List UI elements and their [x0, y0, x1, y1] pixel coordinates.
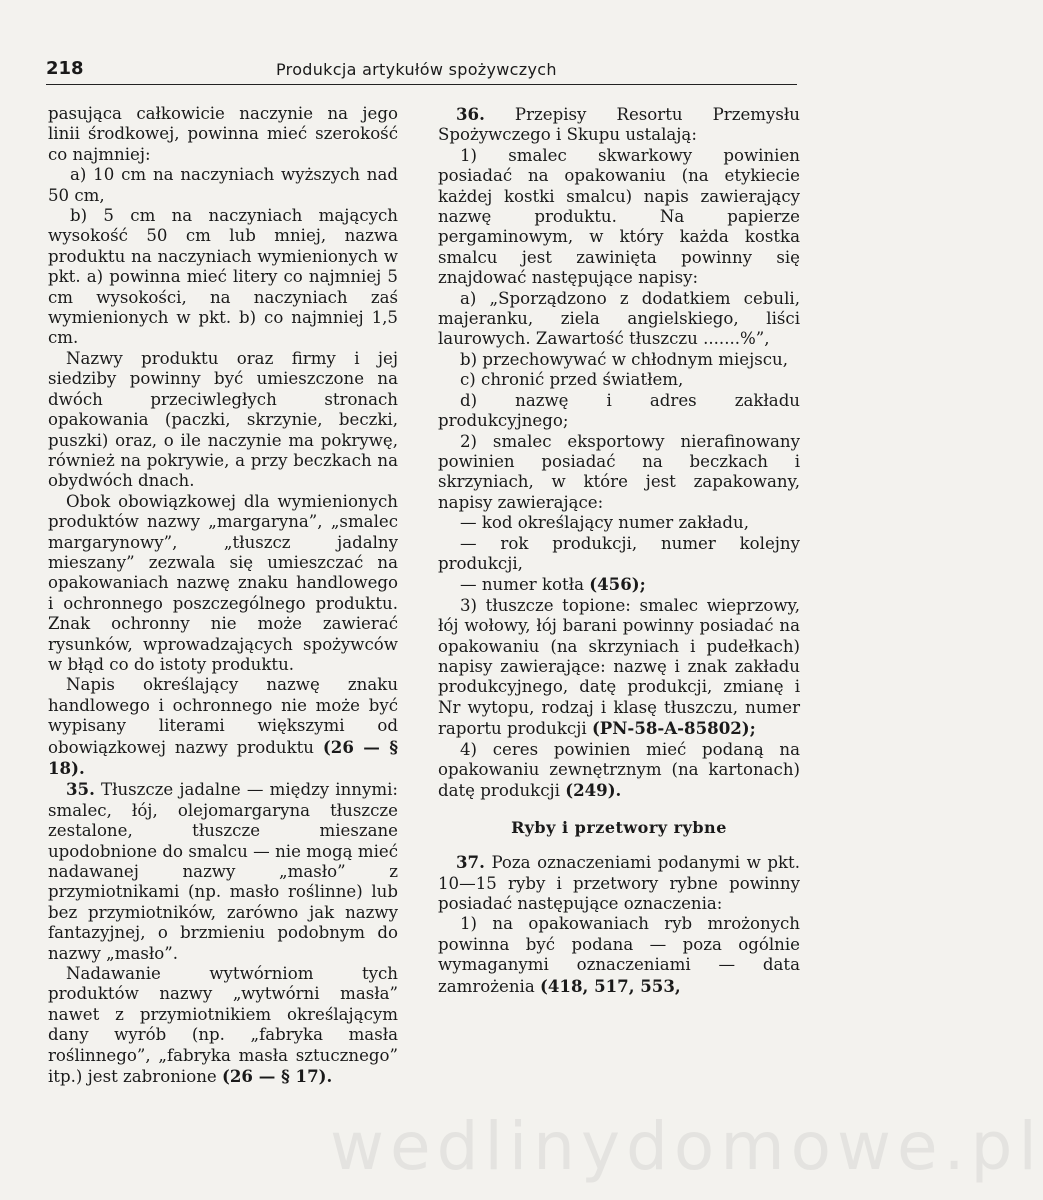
paragraph [438, 289, 800, 350]
paragraph-text: pasująca całkowicie naczynie na jego linii środkowej, powinna mieć szerokość co najmniej: [48, 104, 398, 164]
paragraph [438, 370, 800, 390]
paragraph-text: 2) smalec eksportowy nierafinowany powinien posiadać na beczkach i skrzyniach, w które jest zapakowany, napisy zawierające: [438, 431, 800, 512]
paragraph-text: b) przechowywać w chłodnym miejscu, [460, 349, 789, 369]
paragraph-text: a) „Sporządzono z dodatkiem cebuli, majeranku, ziela angielskiego, liści laurowych. Zawartość tłuszczu .......%”, [438, 288, 800, 349]
paragraph [438, 574, 800, 595]
paragraph [48, 349, 398, 492]
paragraph [438, 513, 800, 533]
paragraph [48, 779, 398, 964]
paragraph-text: Poza oznaczeniami podanymi w pkt. 10—15 ryby i przetwory rybne powinny posiadać następujące oznaczenia: [438, 853, 800, 914]
citation: (PN-58-A-85802); [591, 718, 756, 739]
paragraph [48, 492, 398, 676]
paragraph-text: 1) smalec skwarkowy powinien posiadać na opakowaniu (na etykiecie każdej kostki smalcu) napis zawierający nazwę produktu. Na papierze pergaminowym, w który każda kostka smalcu jest zawinięta powinny się znajdować następujące napisy: [438, 145, 800, 288]
paragraph [438, 350, 800, 370]
paragraph-text: 1) na opakowaniach ryb mrożonych powinna być podana — poza ogólnie wymaganymi oznaczeniami — data zamrożenia [438, 914, 800, 996]
paragraph [438, 534, 800, 575]
paragraph-text: Nazwy produktu oraz firmy i jej siedziby powinny być umieszczone na dwóch przeciwległych stronach opakowania (paczki, skrzynie, beczki, puszki) oraz, o ile naczynie ma pokrywę, również na pokrywie, a przy beczkach na obydwóch dnach. [48, 348, 398, 491]
paragraph-text: 3) tłuszcze topione: smalec wieprzowy, łój wołowy, łój barani powinny posiadać na opakowaniu (na skrzyniach i pudełkach) napisy zawierające: nazwę i znak zakładu produkcyjnego, datę produkcji, zmianę i Nr wytopu, rodzaj i klasę tłuszczu, numer raportu produkcji [438, 595, 800, 739]
paragraph-number: 35. [66, 779, 95, 800]
citation: (456); [589, 574, 646, 595]
paragraph [438, 432, 800, 514]
paragraph [438, 852, 800, 914]
paragraph [438, 146, 800, 289]
paragraph [48, 675, 398, 779]
paragraph-text: d) nazwę i adres zakładu produkcyjnego; [438, 390, 800, 431]
paragraph-text: c) chronić przed światłem, [460, 370, 684, 390]
paragraph [48, 964, 398, 1087]
paragraph [48, 104, 398, 165]
paragraph-text: Nadawanie wytwórniom tych produktów nazwy „wytwórni masła” nawet z przymiotnikiem określającym dany wyrób (np. „fabryka masła roślinnego”, „fabryka masła sztucznego” itp.) jest zabronione [48, 964, 398, 1087]
paragraph-text: — rok produkcji, numer kolejny produkcji, [438, 533, 800, 573]
paragraph-text: b) 5 cm na naczyniach mających wysokość 50 cm lub mniej, nazwa produktu na naczyniach wymienionych w pkt. a) powinna mieć litery co najmniej 5 cm wysokości, na naczyniach zaś wymienionych w pkt. b) co najmniej 1,5 cm. [48, 206, 398, 348]
citation: (26 — § 17). [222, 1066, 333, 1087]
paragraph [438, 596, 800, 740]
paragraph-text: a) 10 cm na naczyniach wyższych nad 50 cm, [48, 165, 398, 205]
paragraph-number: 37. [456, 852, 485, 873]
paragraph [438, 391, 800, 432]
right-column [438, 104, 800, 997]
paragraph-text: — numer kotła [460, 575, 590, 595]
page-header [46, 58, 797, 85]
citation: (418, 517, 553, [540, 975, 681, 996]
paragraph-text: Tłuszcze jadalne — między innymi: smalec, łój, olejomargaryna tłuszcze zestalone, tłuszcze mieszane upodobnione do smalcu — nie mogą mieć nadawanej nazwy „masło” z przymiotnikami (np. masło roślinne) lub bez przymiotników, zarówno jak nazwy fantazyjnej, o brzmieniu podobnym do nazwy „masło”. [48, 780, 398, 963]
paragraph [438, 740, 800, 802]
paragraph-number: 36. [456, 104, 485, 124]
running-title: Produkcja artykułów spożywczych [276, 60, 557, 79]
paragraph [438, 914, 800, 997]
watermark: wedlinydomowe.pl [330, 1108, 1043, 1185]
page-number: 218 [46, 58, 84, 79]
citation: (26 — § 18). [48, 736, 398, 778]
paragraph [48, 206, 398, 349]
paragraph-text: 4) ceres powinien mieć podaną na opakowaniu zewnętrznym (na kartonach) datę produkcji [438, 739, 800, 801]
section-heading: Ryby i przetwory rybne [511, 817, 727, 837]
left-column [48, 104, 398, 1088]
citation: (249). [565, 780, 622, 801]
paragraph-text: Przepisy Resortu Przemysłu Spożywczego i Skupu ustalają: [438, 105, 800, 145]
paragraph [438, 104, 800, 146]
paragraph-text: Napis określający nazwę znaku handlowego i ochronnego nie może być wypisany literami większymi od obowiązkowej nazwy produktu [48, 675, 398, 757]
paragraph-text: Obok obowiązkowej dla wymienionych produktów nazwy „margaryna”, „smalec margarynowy”, „tłuszcz jadalny mieszany” zezwala się umieszczać na opakowaniach nazwę znaku handlowego i ochronnego poszczególnego produktu. Znak ochronny nie może zawierać rysunków, wprowadzających spożywców w błąd co do istoty produktu. [48, 491, 398, 674]
paragraph-text: — kod określający numer zakładu, [460, 513, 749, 533]
paragraph [48, 165, 398, 206]
